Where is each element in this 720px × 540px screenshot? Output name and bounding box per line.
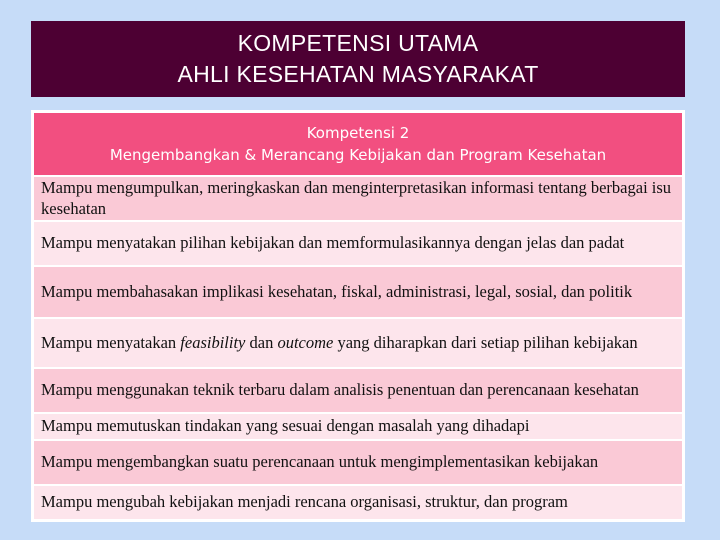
outcome-term: outcome bbox=[277, 332, 334, 352]
row-text: Mampu membahasakan implikasi kesehatan, fiskal, administrasi, legal, sosial, dan politik bbox=[41, 281, 633, 301]
row-text-part: Mampu menyatakan bbox=[41, 332, 181, 352]
feasibility-term: feasibility bbox=[180, 332, 246, 352]
header-line-1: Kompetensi 2 bbox=[306, 124, 410, 142]
row-text: Mampu mengumpulkan, meringkaskan dan menginterpretasikan informasi tentang berbagai isu kesehatan bbox=[41, 178, 672, 218]
row-text: Mampu mengubah kebijakan menjadi rencana organisasi, struktur, dan program bbox=[41, 492, 568, 512]
title-line-2: AHLI KESEHATAN MASYARAKAT bbox=[177, 61, 539, 87]
title-line-1: KOMPETENSI UTAMA bbox=[237, 30, 479, 56]
row-text: Mampu menyatakan pilihan kebijakan dan memformulasikannya dengan jelas dan padat bbox=[41, 233, 625, 253]
table-row bbox=[34, 317, 682, 367]
competency-table bbox=[31, 110, 685, 522]
table-row bbox=[34, 412, 682, 439]
row-text-part: dan bbox=[245, 332, 278, 352]
row-text: Mampu mengembangkan suatu perencanaan untuk mengimplementasikan kebijakan bbox=[41, 452, 599, 472]
table-row bbox=[34, 175, 682, 220]
table-row bbox=[34, 367, 682, 412]
table-header bbox=[34, 113, 682, 175]
row-text-part: yang diharapkan dari setiap pilihan kebijakan bbox=[333, 332, 638, 352]
row-text: Mampu memutuskan tindakan yang sesuai dengan masalah yang dihadapi bbox=[41, 416, 530, 436]
table-row bbox=[34, 484, 682, 519]
row-text bbox=[41, 333, 678, 354]
table-row bbox=[34, 439, 682, 484]
slide-title bbox=[31, 21, 685, 97]
row-text: Mampu menggunakan teknik terbaru dalam analisis penentuan dan perencanaan kesehatan bbox=[41, 380, 639, 400]
table-row bbox=[34, 220, 682, 265]
header-line-2: Mengembangkan & Merancang Kebijakan dan Program Kesehatan bbox=[109, 146, 607, 164]
table-row bbox=[34, 265, 682, 317]
